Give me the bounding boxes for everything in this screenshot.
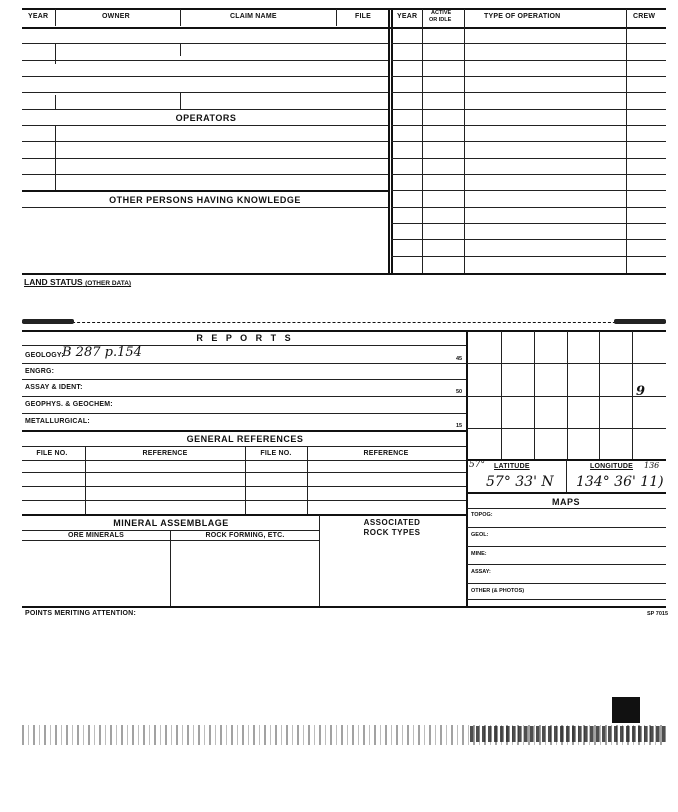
land-status-heading	[24, 277, 131, 287]
header-crew: CREW	[633, 13, 656, 20]
header-year: YEAR	[28, 13, 49, 20]
maps-geol: GEOL:	[471, 532, 489, 538]
header-claim-name: CLAIM NAME	[230, 13, 277, 20]
latitude-prefix: 57°	[469, 460, 485, 470]
longitude-value: 134° 36' 11)	[576, 474, 664, 490]
report-geophys-label: GEOPHYS. & GEOCHEM:	[25, 401, 113, 408]
report-metallurgical-label: METALLURGICAL:	[25, 418, 90, 425]
land-status-subtitle: (OTHER DATA)	[85, 280, 132, 287]
scan-noise-dark	[470, 726, 666, 742]
reports-title: R E P O R T S	[196, 333, 294, 343]
report-geology-label: GEOLOGY:	[25, 352, 64, 359]
report-assay-code: 50	[456, 389, 463, 395]
maps-topog: TOPOG:	[471, 512, 493, 518]
report-engrg-label: ENGRG:	[25, 368, 55, 375]
header-or-idle: OR IDLE	[429, 17, 452, 23]
rock-forming-label: ROCK FORMING, ETC.	[205, 532, 285, 539]
longitude-suffix: 136	[644, 461, 660, 470]
longitude-label: LONGITUDE	[590, 463, 634, 470]
operators-title: OPERATORS	[175, 113, 237, 123]
header-year-right: YEAR	[397, 13, 418, 20]
perforation-mark-left	[22, 319, 74, 324]
points-meriting-attention-label: POINTS MERITING ATTENTION:	[25, 610, 136, 617]
general-references-title: GENERAL REFERENCES	[186, 434, 304, 444]
mineral-assemblage-title: MINERAL ASSEMBLAGE	[113, 518, 229, 528]
perforation-mark-right	[614, 319, 666, 324]
report-metallurgical-code: 15	[456, 423, 463, 429]
maps-other: OTHER (& PHOTOS)	[471, 588, 525, 594]
associated-label: ASSOCIATED	[363, 518, 421, 527]
report-assay-label: ASSAY & IDENT:	[25, 384, 83, 391]
maps-assay: ASSAY:	[471, 569, 491, 575]
maps-mine: MINE:	[471, 551, 487, 557]
header-active: ACTIVE	[431, 10, 452, 16]
ore-minerals-label: ORE MINERALS	[67, 532, 125, 539]
maps-title: MAPS	[551, 497, 581, 507]
latitude-value: 57° 33' N	[486, 474, 554, 490]
rock-types-label: ROCK TYPES	[363, 528, 421, 537]
header-file: FILE	[355, 13, 371, 20]
form-number: SP 7015	[647, 611, 669, 617]
ref-col-reference: REFERENCE	[142, 450, 188, 457]
report-geology-code: 45	[456, 356, 463, 362]
ref-col-reference-2: REFERENCE	[363, 450, 409, 457]
header-owner: OWNER	[102, 13, 130, 20]
scan-artifact-block	[612, 697, 640, 723]
land-status-title: LAND STATUS	[24, 277, 83, 287]
other-persons-title: OTHER PERSONS HAVING KNOWLEDGE	[109, 195, 301, 205]
ref-col-file-no: FILE NO.	[36, 450, 68, 457]
latitude-label: LATITUDE	[494, 463, 530, 470]
report-geology-value: B 287 p.154	[62, 345, 142, 360]
ref-col-file-no-2: FILE NO.	[260, 450, 292, 457]
grid-location-mark: 9	[636, 384, 646, 399]
header-type-of-operation: TYPE OF OPERATION	[484, 13, 561, 20]
